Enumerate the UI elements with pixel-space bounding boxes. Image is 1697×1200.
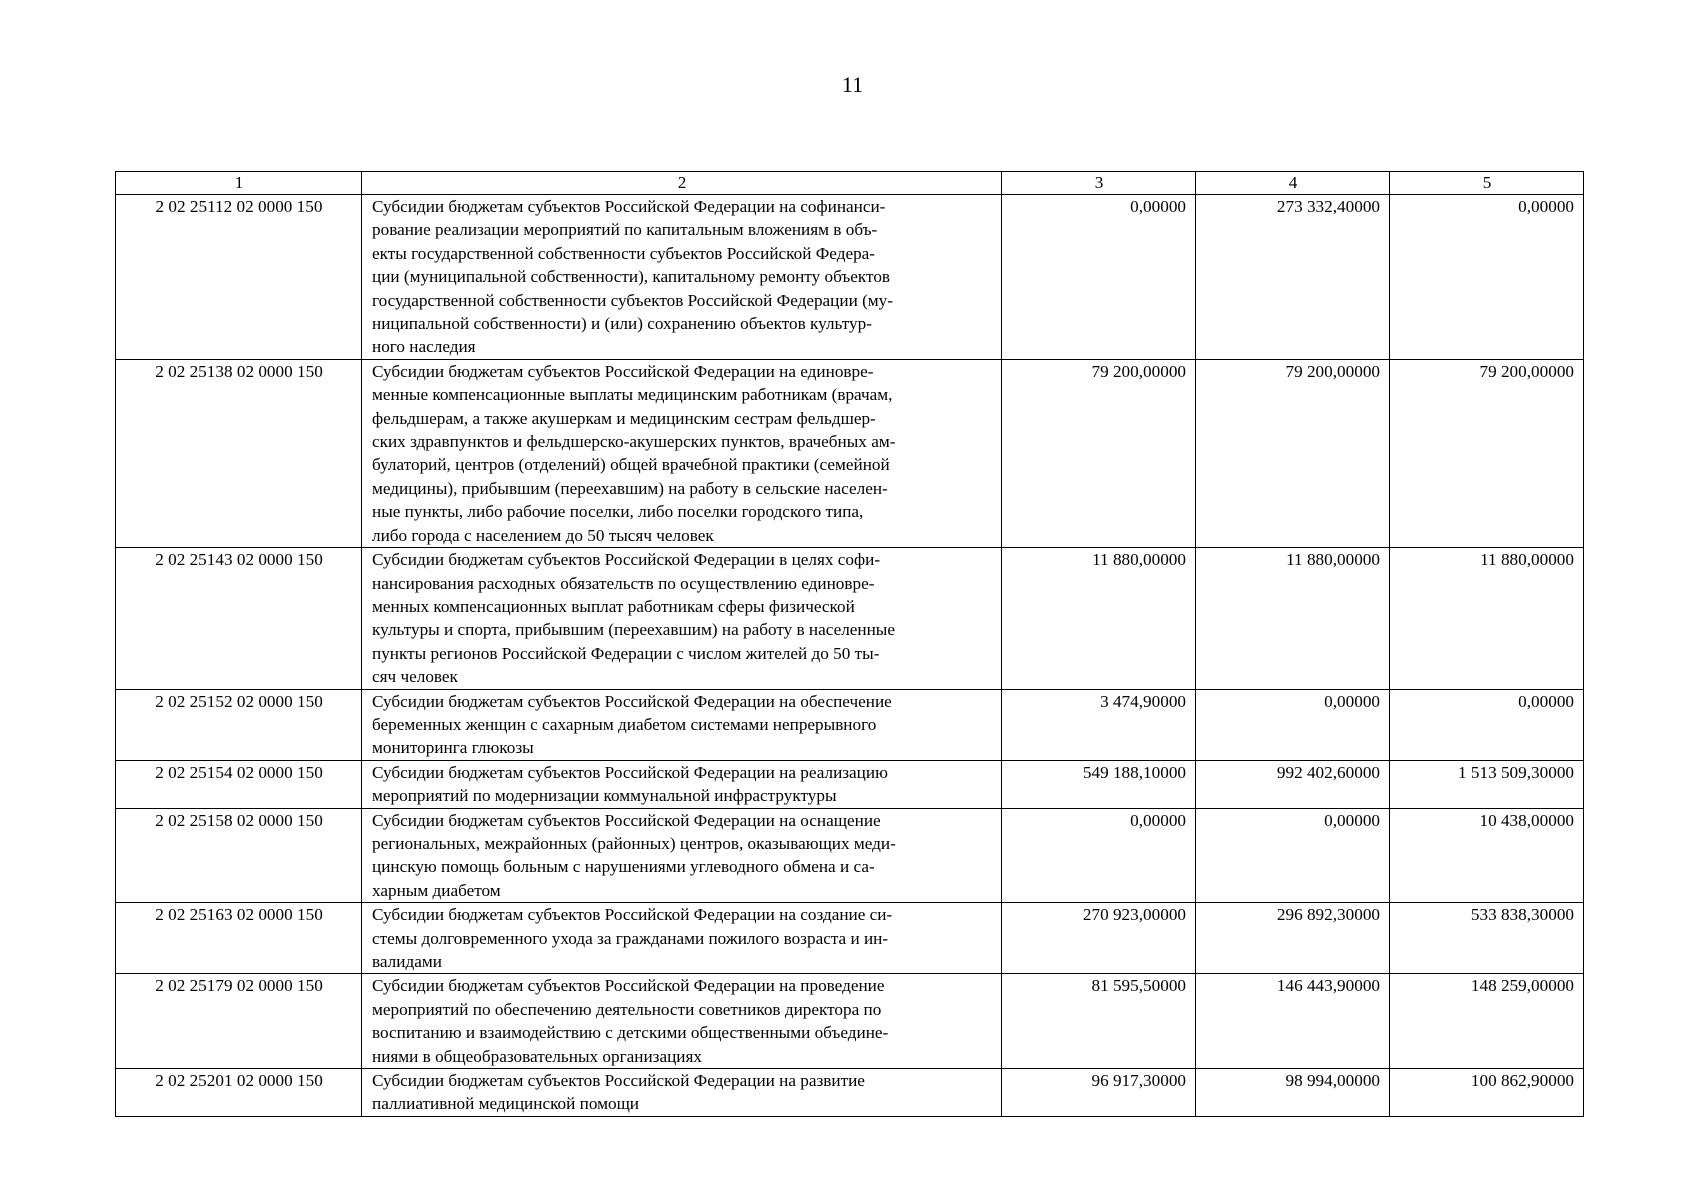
amount-cell-col5: 533 838,30000 <box>1390 903 1584 974</box>
description-cell <box>362 808 1002 903</box>
column-header: 5 <box>1390 172 1584 195</box>
table-row <box>116 808 1584 903</box>
description-line: Субсидии бюджетам субъектов Российской Федерации на единовре- <box>372 361 874 381</box>
description-line: беременных женщин с сахарным диабетом системами непрерывного <box>372 714 877 734</box>
income-code-cell: 2 02 25179 02 0000 150 <box>116 974 362 1069</box>
amount-cell-col5: 11 880,00000 <box>1390 548 1584 689</box>
table-row <box>116 195 1584 360</box>
description-cell <box>362 548 1002 689</box>
amount-cell-col4: 98 994,00000 <box>1196 1069 1390 1117</box>
description-cell <box>362 195 1002 360</box>
income-code-cell: 2 02 25152 02 0000 150 <box>116 689 362 760</box>
amount-cell-col3: 270 923,00000 <box>1002 903 1196 974</box>
amount-cell-col4: 146 443,90000 <box>1196 974 1390 1069</box>
column-header: 3 <box>1002 172 1196 195</box>
amount-cell-col4: 992 402,60000 <box>1196 760 1390 808</box>
income-code-cell: 2 02 25163 02 0000 150 <box>116 903 362 974</box>
description-line: Субсидии бюджетам субъектов Российской Федерации на проведение <box>372 976 885 996</box>
amount-cell-col4: 79 200,00000 <box>1196 359 1390 547</box>
amount-cell-col5: 10 438,00000 <box>1390 808 1584 903</box>
description-line: ниципальной собственности) и (или) сохранению объектов культур- <box>372 314 872 334</box>
description-line: харным диабетом <box>372 880 501 900</box>
income-code-cell: 2 02 25112 02 0000 150 <box>116 195 362 360</box>
amount-cell-col3: 11 880,00000 <box>1002 548 1196 689</box>
amount-cell-col3: 549 188,10000 <box>1002 760 1196 808</box>
description-line: Субсидии бюджетам субъектов Российской Федерации на развитие <box>372 1071 865 1091</box>
description-line: Субсидии бюджетам субъектов Российской Федерации на софинанси- <box>372 197 886 216</box>
description-line: пункты регионов Российской Федерации с числом жителей до 50 ты- <box>372 643 880 663</box>
description-line: фельдшерам, а также акушеркам и медицинским сестрам фельдшер- <box>372 408 876 428</box>
table-row <box>116 760 1584 808</box>
amount-cell-col5: 0,00000 <box>1390 195 1584 360</box>
description-line: ских здравпунктов и фельдшерско-акушерских пунктов, врачебных ам- <box>372 432 896 452</box>
description-line: валидами <box>372 952 442 971</box>
description-line: медицины), прибывшим (переехавшим) на работу в сельские населен- <box>372 478 888 498</box>
description-line: Субсидии бюджетам субъектов Российской Федерации на реализацию <box>372 762 888 782</box>
description-line: либо города с населением до 50 тысяч человек <box>372 525 714 545</box>
amount-cell-col5: 79 200,00000 <box>1390 359 1584 547</box>
amount-cell-col3: 0,00000 <box>1002 195 1196 360</box>
amount-cell-col4: 273 332,40000 <box>1196 195 1390 360</box>
description-line: булаторий, центров (отделений) общей врачебной практики (семейной <box>372 455 890 475</box>
table-body <box>116 195 1584 1117</box>
description-line: государственной собственности субъектов Российской Федерации (му- <box>372 290 893 310</box>
amount-cell-col4: 0,00000 <box>1196 808 1390 903</box>
amount-cell-col4: 0,00000 <box>1196 689 1390 760</box>
column-header: 1 <box>116 172 362 195</box>
description-cell <box>362 903 1002 974</box>
description-line: мероприятий по модернизации коммунальной инфраструктуры <box>372 786 837 806</box>
description-line: ного наследия <box>372 337 476 357</box>
description-cell <box>362 760 1002 808</box>
description-line: культуры и спорта, прибывшим (переехавшим) на работу в населенные <box>372 620 895 640</box>
description-line: рование реализации мероприятий по капитальным вложениям в объ- <box>372 220 878 240</box>
amount-cell-col3: 3 474,90000 <box>1002 689 1196 760</box>
description-line: Субсидии бюджетам субъектов Российской Федерации в целях софи- <box>372 550 881 570</box>
amount-cell-col4: 11 880,00000 <box>1196 548 1390 689</box>
amount-cell-col5: 1 513 509,30000 <box>1390 760 1584 808</box>
table-row <box>116 1069 1584 1117</box>
description-line: менные компенсационные выплаты медицинским работникам (врачам, <box>372 385 893 405</box>
income-code-cell: 2 02 25143 02 0000 150 <box>116 548 362 689</box>
income-code-cell: 2 02 25201 02 0000 150 <box>116 1069 362 1117</box>
income-code-cell: 2 02 25138 02 0000 150 <box>116 359 362 547</box>
description-line: Субсидии бюджетам субъектов Российской Федерации на создание си- <box>372 905 893 925</box>
page-number: 11 <box>841 72 864 97</box>
budget-table <box>115 171 1584 1117</box>
amount-cell-col5: 0,00000 <box>1390 689 1584 760</box>
column-header: 2 <box>362 172 1002 195</box>
column-header: 4 <box>1196 172 1390 195</box>
description-line: ниями в общеобразовательных организациях <box>372 1046 702 1066</box>
description-line: сяч человек <box>372 667 458 687</box>
amount-cell-col5: 100 862,90000 <box>1390 1069 1584 1117</box>
description-line: екты государственной собственности субъектов Российской Федера- <box>372 243 876 263</box>
description-cell <box>362 974 1002 1069</box>
description-line: паллиативной медицинской помощи <box>372 1094 640 1114</box>
income-code-cell: 2 02 25158 02 0000 150 <box>116 808 362 903</box>
amount-cell-col5: 148 259,00000 <box>1390 974 1584 1069</box>
table-row <box>116 548 1584 689</box>
amount-cell-col3: 96 917,30000 <box>1002 1069 1196 1117</box>
table-row <box>116 359 1584 547</box>
description-line: Субсидии бюджетам субъектов Российской Федерации на обеспечение <box>372 691 892 711</box>
description-line: мониторинга глюкозы <box>372 738 534 758</box>
description-line: воспитанию и взаимодействию с детскими общественными объедине- <box>372 1023 889 1043</box>
description-line: цинскую помощь больным с нарушениями углеводного обмена и са- <box>372 857 875 877</box>
description-cell <box>362 689 1002 760</box>
description-cell <box>362 359 1002 547</box>
description-line: менных компенсационных выплат работникам сферы физической <box>372 596 855 616</box>
income-code-cell: 2 02 25154 02 0000 150 <box>116 760 362 808</box>
table-row <box>116 903 1584 974</box>
amount-cell-col3: 79 200,00000 <box>1002 359 1196 547</box>
amount-cell-col3: 81 595,50000 <box>1002 974 1196 1069</box>
description-line: Субсидии бюджетам субъектов Российской Федерации на оснащение <box>372 810 881 830</box>
description-line: региональных, межрайонных (районных) центров, оказывающих меди- <box>372 833 896 853</box>
amount-cell-col3: 0,00000 <box>1002 808 1196 903</box>
table-row <box>116 689 1584 760</box>
table-header-row <box>116 172 1584 195</box>
description-cell <box>362 1069 1002 1117</box>
description-line: ции (муниципальной собственности), капитальному ремонту объектов <box>372 267 891 287</box>
description-line: ные пункты, либо рабочие поселки, либо поселки городского типа, <box>372 502 864 522</box>
amount-cell-col4: 296 892,30000 <box>1196 903 1390 974</box>
description-line: стемы долговременного ухода за гражданами пожилого возраста и ин- <box>372 928 889 948</box>
description-line: нансирования расходных обязательств по осуществлению единовре- <box>372 573 875 593</box>
table-row <box>116 974 1584 1069</box>
description-line: мероприятий по обеспечению деятельности советников директора по <box>372 999 882 1019</box>
